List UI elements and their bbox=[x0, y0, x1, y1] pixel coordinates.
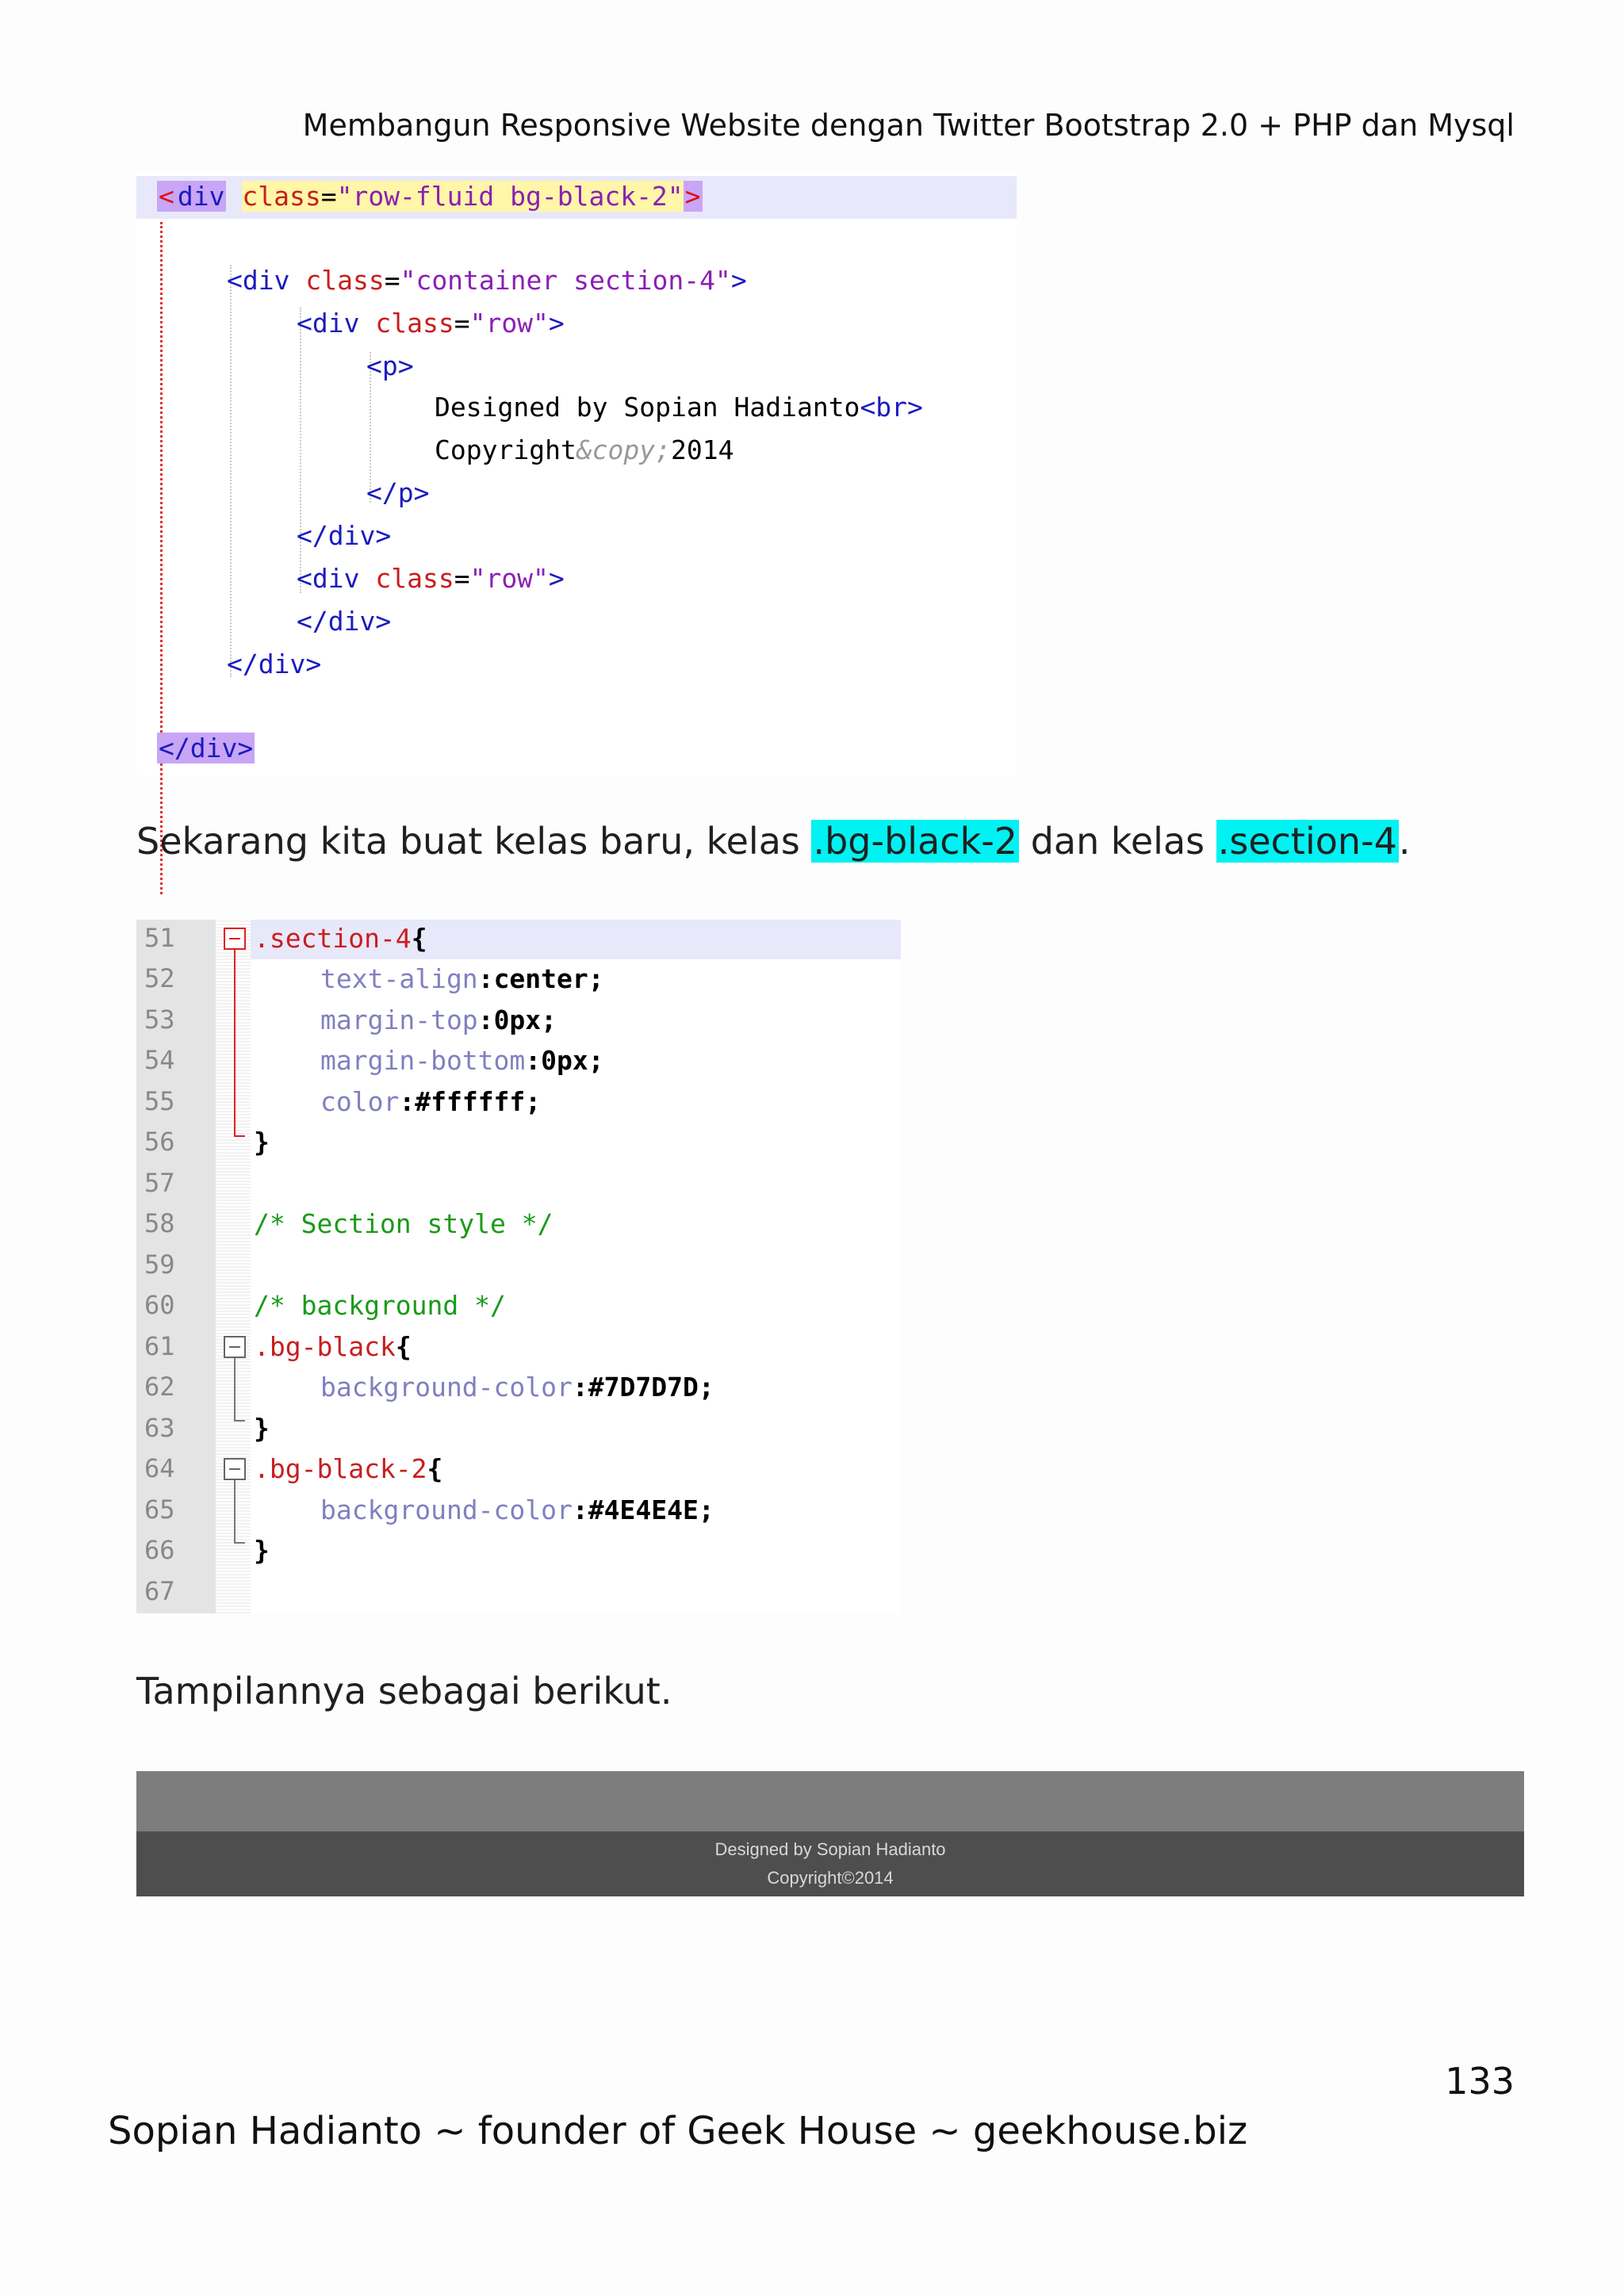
text-designed-by: Designed by Sopian Hadianto bbox=[435, 392, 860, 423]
tag-name: div bbox=[242, 265, 290, 296]
css-value: 0px; bbox=[541, 1045, 604, 1076]
css-line-53 bbox=[320, 1004, 557, 1036]
colon: : bbox=[572, 1494, 588, 1525]
css-line-55 bbox=[320, 1086, 541, 1118]
equals: = bbox=[384, 265, 400, 296]
colon: : bbox=[525, 1045, 542, 1076]
para-text: dan kelas bbox=[1019, 820, 1216, 863]
line-number: 59 bbox=[144, 1249, 175, 1280]
css-value: #ffffff; bbox=[415, 1086, 542, 1117]
fold-end bbox=[234, 1542, 245, 1544]
paragraph-result: Tampilannya sebagai berikut. bbox=[136, 1670, 672, 1712]
css-value: center; bbox=[493, 963, 604, 994]
fold-line bbox=[234, 1480, 236, 1542]
code-line-3: <div class="row"> bbox=[297, 308, 565, 339]
colon: : bbox=[477, 1004, 494, 1035]
brace: } bbox=[254, 1535, 270, 1566]
css-property: background-color bbox=[320, 1372, 573, 1402]
paragraph-new-classes bbox=[136, 820, 1411, 863]
para-text: . bbox=[1398, 820, 1411, 863]
line-number: 53 bbox=[144, 1004, 175, 1035]
css-line-63 bbox=[254, 1413, 270, 1445]
highlight-class-bg-black-2: .bg-black-2 bbox=[813, 820, 1018, 863]
colon: : bbox=[477, 963, 494, 994]
css-line-64 bbox=[254, 1453, 442, 1485]
preview-bg-black-2 bbox=[136, 1831, 1524, 1896]
css-selector: .bg-black-2 bbox=[254, 1453, 427, 1484]
code-line-9: <div class="row"> bbox=[297, 563, 565, 594]
brace: { bbox=[395, 1331, 412, 1362]
preview-copyright: Copyright©2014 bbox=[767, 1868, 894, 1888]
css-line-52 bbox=[320, 963, 604, 995]
line-number: 64 bbox=[144, 1453, 175, 1483]
css-line-60: /* background */ bbox=[254, 1290, 506, 1321]
brace: } bbox=[254, 1413, 270, 1444]
attr-name: class bbox=[375, 308, 454, 339]
fold-margin bbox=[216, 920, 251, 1613]
colon: : bbox=[399, 1086, 416, 1117]
fold-guide-red bbox=[160, 222, 163, 894]
fold-line bbox=[234, 1358, 236, 1420]
code-line-6 bbox=[435, 434, 734, 466]
code-line-1 bbox=[157, 181, 703, 212]
code-line-4: <p> bbox=[366, 350, 414, 381]
code-line-7: </p> bbox=[366, 477, 430, 508]
fold-collapse-icon[interactable] bbox=[224, 1336, 246, 1358]
line-number: 60 bbox=[144, 1290, 175, 1320]
css-property: margin-bottom bbox=[320, 1045, 526, 1076]
fold-collapse-icon[interactable] bbox=[224, 1458, 246, 1480]
code-line-12 bbox=[157, 733, 255, 764]
text-copyright: Copyright bbox=[435, 434, 576, 465]
line-number: 54 bbox=[144, 1045, 175, 1075]
css-line-54 bbox=[320, 1045, 604, 1077]
tag-name: div bbox=[312, 308, 360, 339]
footer-preview-screenshot bbox=[136, 1771, 1524, 1896]
text-year: 2014 bbox=[671, 434, 734, 465]
css-selector: .section-4 bbox=[254, 923, 412, 954]
page-number: 133 bbox=[1445, 2060, 1515, 2103]
css-line-51 bbox=[254, 923, 427, 955]
css-line-66 bbox=[254, 1535, 270, 1567]
line-number: 61 bbox=[144, 1331, 175, 1361]
html-entity: &copy; bbox=[576, 434, 672, 465]
indent-guide bbox=[230, 265, 232, 677]
line-number: 65 bbox=[144, 1494, 175, 1525]
attr-value: "row" bbox=[469, 563, 549, 594]
attr-value: "row" bbox=[469, 308, 549, 339]
line-number: 66 bbox=[144, 1535, 175, 1565]
css-property: background-color bbox=[320, 1494, 573, 1525]
attr-value: "row-fluid bg-black-2" bbox=[336, 181, 684, 212]
css-line-58: /* Section style */ bbox=[254, 1208, 553, 1239]
equals: = bbox=[320, 181, 337, 212]
line-number: 67 bbox=[144, 1576, 175, 1606]
line-number: 63 bbox=[144, 1413, 175, 1443]
line-number: 52 bbox=[144, 963, 175, 993]
equals: = bbox=[454, 563, 470, 594]
attr-name: class bbox=[305, 265, 385, 296]
equals: = bbox=[454, 308, 470, 339]
closing-tag: </div> bbox=[159, 733, 254, 763]
css-value: #7D7D7D; bbox=[588, 1372, 714, 1402]
css-code-screenshot bbox=[136, 920, 901, 1613]
code-line-11: </div> bbox=[227, 649, 322, 679]
para-text: Sekarang kita buat kelas baru, kelas bbox=[136, 820, 812, 863]
line-number: 55 bbox=[144, 1086, 175, 1116]
preview-designed-by: Designed by Sopian Hadianto bbox=[714, 1839, 946, 1859]
code-line-8: </div> bbox=[297, 520, 392, 551]
brace: { bbox=[427, 1453, 443, 1484]
tag-bracket: < bbox=[159, 181, 174, 212]
css-line-65 bbox=[320, 1494, 714, 1526]
css-selector: .bg-black bbox=[254, 1331, 396, 1362]
running-header: Membangun Responsive Website dengan Twitter Bootstrap 2.0 + PHP dan Mysql bbox=[302, 108, 1515, 143]
code-line-5 bbox=[435, 392, 923, 423]
fold-line bbox=[234, 950, 236, 1135]
css-property: color bbox=[320, 1086, 400, 1117]
tag-name: div bbox=[177, 181, 225, 212]
line-number: 57 bbox=[144, 1168, 175, 1198]
fold-end bbox=[234, 1420, 245, 1422]
css-property: text-align bbox=[320, 963, 478, 994]
colon: : bbox=[572, 1372, 588, 1402]
css-line-56 bbox=[254, 1127, 270, 1158]
css-line-62 bbox=[320, 1372, 714, 1403]
attr-value: "container section-4" bbox=[400, 265, 731, 296]
code-line-10: </div> bbox=[297, 606, 392, 637]
highlight-class-section-4: .section-4 bbox=[1217, 820, 1397, 863]
br-tag: <br> bbox=[860, 392, 923, 423]
css-value: 0px; bbox=[493, 1004, 557, 1035]
css-property: margin-top bbox=[320, 1004, 478, 1035]
line-number: 58 bbox=[144, 1208, 175, 1238]
page-footer: Sopian Hadianto ~ founder of Geek House ~ geekhouse.biz bbox=[108, 2109, 1248, 2153]
preview-bg-black bbox=[136, 1771, 1524, 1831]
css-line-61 bbox=[254, 1331, 412, 1363]
tag-name: div bbox=[312, 563, 360, 594]
line-number: 51 bbox=[144, 923, 175, 953]
fold-collapse-icon[interactable] bbox=[224, 928, 246, 950]
html-code-screenshot bbox=[136, 173, 1017, 775]
attr-name: class bbox=[375, 563, 454, 594]
line-number: 56 bbox=[144, 1127, 175, 1157]
tag-bracket: > bbox=[684, 181, 701, 212]
code-line-2: <div class="container section-4"> bbox=[227, 265, 747, 296]
css-value: #4E4E4E; bbox=[588, 1494, 714, 1525]
line-number: 62 bbox=[144, 1372, 175, 1402]
attr-name: class bbox=[242, 181, 321, 212]
fold-end bbox=[234, 1135, 245, 1137]
brace: } bbox=[254, 1127, 270, 1158]
brace: { bbox=[411, 923, 427, 954]
